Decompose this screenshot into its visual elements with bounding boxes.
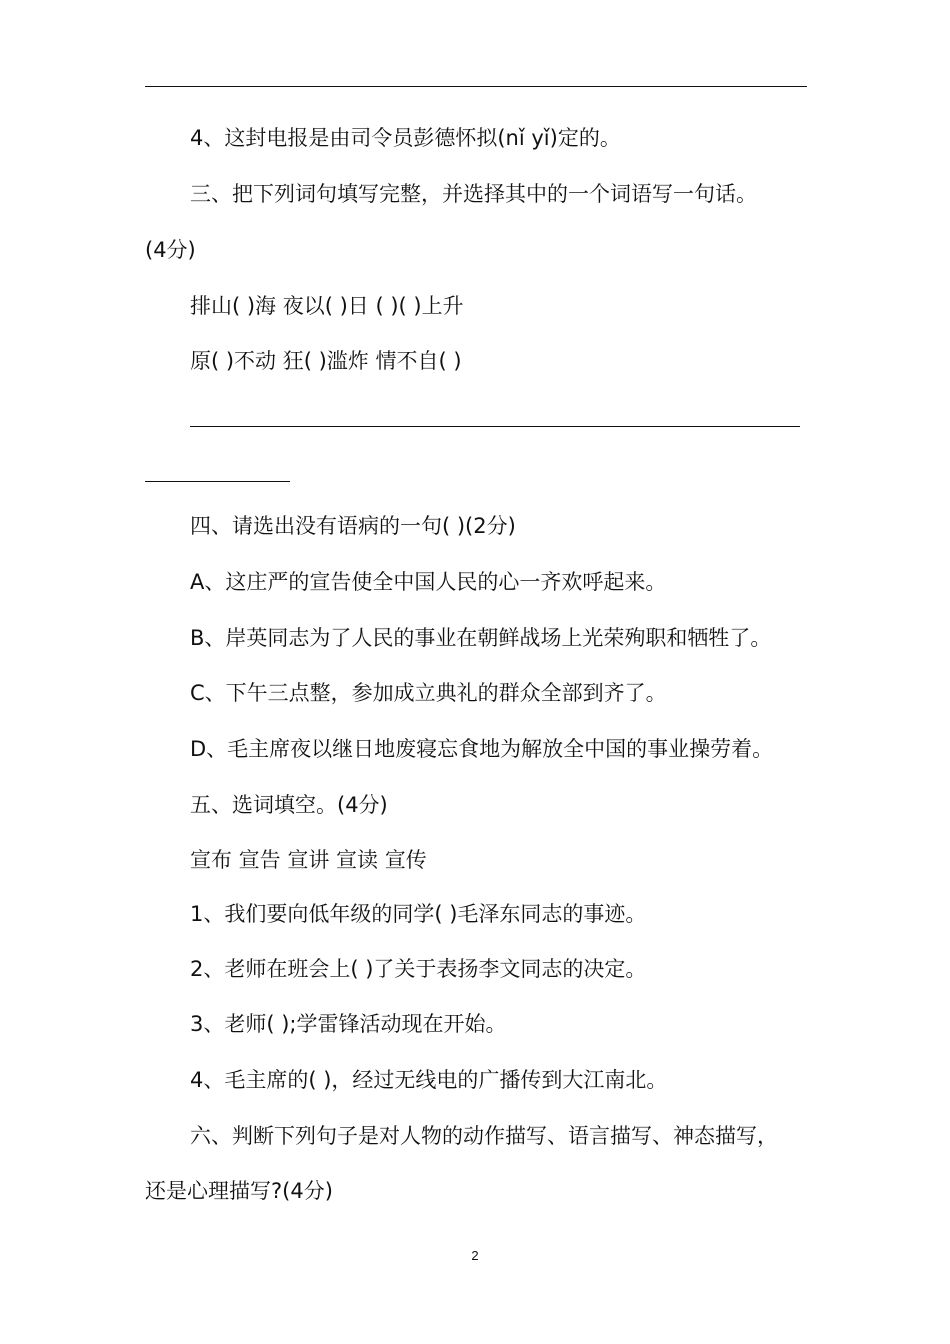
section-5-heading: 五、选词填空。(4分): [190, 793, 388, 817]
section-6-heading-cont: 还是心理描写?(4分): [145, 1179, 333, 1203]
section-5-item-2: 2、老师在班会上( )了关于表扬李文同志的决定。: [190, 957, 647, 981]
section-4-heading: 四、请选出没有语病的一句( )(2分): [190, 514, 516, 538]
section-5-word-bank: 宣布 宣告 宣讲 宣读 宣传: [190, 848, 427, 872]
section-4-option-b: B、岸英同志为了人民的事业在朝鲜战场上光荣殉职和牺牲了。: [190, 626, 772, 650]
section-3-words-row-1: 排山( )海 夜以( )日 ( )( )上升: [190, 294, 464, 318]
section-6-heading: 六、判断下列句子是对人物的动作描写、语言描写、神态描写，: [190, 1124, 778, 1148]
section-3-words-row-2: 原( )不动 狂( )滥炸 情不自( ): [190, 349, 462, 373]
section-4-option-a: A、这庄严的宣告使全中国人民的心一齐欢呼起来。: [190, 570, 667, 594]
question-2-item-4: 4、这封电报是由司令员彭德怀拟(nǐ yǐ)定的。: [190, 126, 621, 150]
answer-line-top: [145, 86, 807, 87]
section-4-option-d: D、毛主席夜以继日地废寝忘食地为解放全中国的事业操劳着。: [190, 737, 774, 761]
section-5-item-1: 1、我们要向低年级的同学( )毛泽东同志的事迹。: [190, 902, 647, 926]
section-3-score: (4分): [145, 238, 196, 262]
section-4-option-c: C、下午三点整，参加成立典礼的群众全部到齐了。: [190, 681, 667, 705]
page-number: 2: [471, 1248, 479, 1263]
section-3-heading: 三、把下列词句填写完整，并选择其中的一个词语写一句话。: [190, 182, 757, 206]
answer-line-long: [190, 426, 800, 427]
section-5-item-3: 3、老师( );学雷锋活动现在开始。: [190, 1012, 507, 1036]
section-5-item-4: 4、毛主席的( )，经过无线电的广播传到大江南北。: [190, 1068, 668, 1092]
answer-line-short: [145, 481, 290, 482]
